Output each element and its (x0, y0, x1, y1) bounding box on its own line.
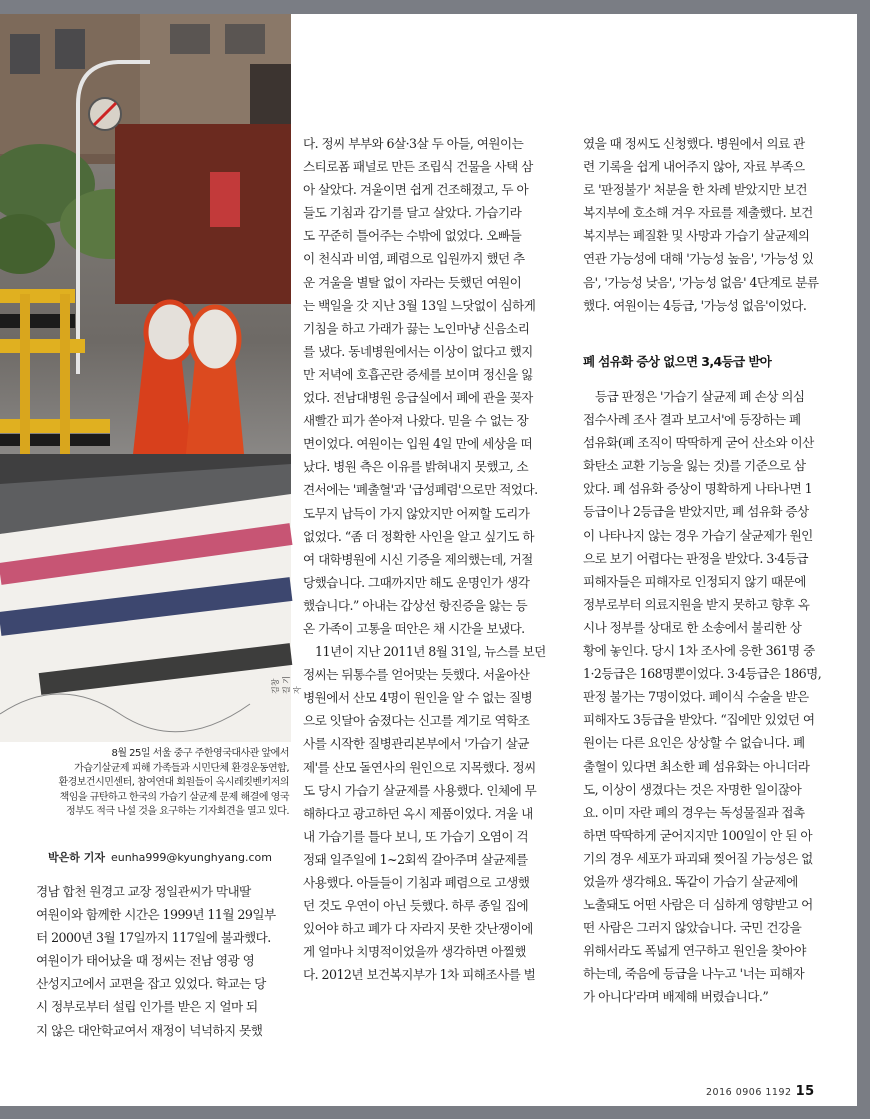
body-text-line: 떤 사람은 그러지 않았습니다. 국민 건강을 (583, 920, 802, 936)
magazine-page (0, 14, 857, 1106)
body-text-line: 스티로폼 패널로 만든 조립식 건물을 사택 삼 (303, 159, 533, 175)
body-text-line: 하면 딱딱하게 굳어지지만 100일이 안 된 아 (583, 827, 812, 843)
body-text-line: 다. 정씨 부부와 6살·3살 두 아들, 여원이는 (303, 136, 524, 151)
body-text-line: 시나 정부를 상대로 한 소송에서 불리한 상 (583, 619, 802, 635)
body-text-line: 를 냈다. 동네병원에서는 이상이 없다고 했지 (303, 343, 533, 359)
body-text-line: 도 당시 가습기 살균제를 사용했다. 인체에 무 (303, 782, 537, 798)
body-text-line: 다. 2012년 보건복지부가 1차 피해조사를 벌 (303, 967, 536, 983)
body-text-line: 들도 기침과 감기를 달고 살았다. 가습기라 (303, 205, 522, 221)
body-text-line: 섬유화(폐 조직이 딱딱하게 굳어 산소와 이산 (583, 435, 814, 451)
photo-credit: 김창길 기자 (271, 676, 302, 694)
body-text-line: 기침을 하고 가래가 끓는 노인마냥 신음소리 (303, 320, 530, 336)
body-text-line: 도, 이상이 생겼다는 것은 자명한 일이잖아 (583, 781, 802, 797)
body-text-line: 사용했다. 아들들이 기침과 폐렴으로 고생했 (303, 875, 530, 890)
body-text-line: 정돼 일주일에 1~2회씩 갈아주며 살균제를 (303, 851, 528, 867)
page-number: 15 (795, 1084, 815, 1099)
body-text-line: 해하다고 광고하던 옥시 제품이었다. 겨울 내 (303, 805, 533, 821)
body-text-line: 기의 경우 세포가 파괴돼 찢어질 가능성은 없 (583, 850, 813, 866)
body-text-line: 피해자들은 피해자로 인정되지 않기 때문에 (583, 573, 806, 589)
body-text-line: 제'를 산모 돌연사의 원인으로 지목했다. 정씨 (303, 759, 536, 775)
photo-illustration (0, 14, 291, 742)
body-text-line: 피해자도 3등급을 받았다. “집에만 있었던 여 (583, 712, 815, 728)
caption-line: 환경보건시민센터, 참여연대 회원들이 옥시레킷벤키저의 (58, 777, 289, 789)
body-text-line: 등급 판정은 '가습기 살균제 폐 손상 의심 (583, 389, 805, 404)
body-text-line: 아 살았다. 겨울이면 쉽게 건조해졌고, 두 아 (303, 182, 529, 198)
body-text-line: 했다. 여원이는 4등급, '가능성 없음'이었다. (583, 297, 807, 313)
body-text-line: 었을까 생각해요. 똑같이 가습기 살균제에 (583, 873, 798, 889)
body-text-line: 는 백일을 갓 지난 3월 13일 느닷없이 심하게 (303, 297, 536, 313)
body-text-line: 운 겨울을 별탈 없이 자라는 듯했던 여원이 (303, 274, 522, 290)
body-text-line: 으로 보기 어렵다는 판정을 받았다. 3·4등급 (583, 550, 808, 566)
body-text-line: 사를 시작한 질병관리본부에서 '가습기 살균 (303, 736, 529, 752)
body-text-line: 도 꾸준히 틀어주는 수밖에 없었다. 오빠들 (303, 228, 522, 244)
body-text-line: 요. 이미 자란 폐의 경우는 독성물질과 접촉 (583, 804, 805, 820)
article-column-2 (303, 132, 558, 986)
news-photo (0, 14, 302, 742)
body-text-line: 출혈이 있다면 최소한 폐 섬유화는 아니더라 (583, 758, 810, 774)
body-text-line: 련 기록을 쉽게 내어주지 않아, 자료 부족으 (583, 159, 805, 175)
section-subheading: 폐 섬유화 증상 없으면 3,4등급 받아 (583, 354, 772, 369)
body-text-line: 경남 합천 원경고 교장 정일관씨가 막내딸 (36, 884, 251, 899)
body-text-line: 산성지고에서 교편을 잡고 있었다. 학교는 당 (36, 976, 266, 992)
shop-sign (210, 172, 240, 227)
body-text-line: 있어야 하고 폐가 다 자라지 못한 갓난쟁이에 (303, 921, 533, 937)
caption-line: 책임을 규탄하고 한국의 가습기 살균제 문제 해결에 영국 (59, 791, 289, 803)
body-text-line: 1·2등급은 168명뿐이었다. 3·4등급은 186명, (583, 666, 822, 682)
body-text-line: 했습니다.” 아내는 갑상선 항진증을 앓는 등 (303, 597, 528, 613)
byline (48, 849, 272, 865)
body-text-line: 내 가습기를 틀다 보니, 또 가습기 오염이 걱 (303, 828, 529, 844)
body-text-line: 당했습니다. 그때까지만 해도 운명인가 생각 (303, 574, 530, 590)
article-column-3-top (583, 132, 819, 317)
body-text-line: 음', '가능성 낮음', '가능성 없음' 4단계로 분류 (583, 274, 819, 290)
body-text-line: 온 가족이 고통을 떠안은 채 시간을 보냈다. (303, 620, 525, 636)
caption-line: 정부도 적극 나설 것을 요구하는 기자회견을 열고 있다. (66, 806, 289, 818)
body-text-line: 접수사례 조사 결과 보고서'에 등장하는 폐 (583, 412, 801, 428)
author-email[interactable]: eunha999@kyunghyang.com (110, 851, 272, 864)
body-text-line: 여원이가 태어났을 때 정씨는 전남 영광 영 (36, 953, 255, 969)
body-text-line: 었다. 전남대병원 응급실에서 폐에 관을 꽂자 (303, 390, 533, 406)
body-text-line: 원이는 다른 요인은 상상할 수 없습니다. 폐 (583, 735, 805, 751)
body-text-line: 위해서라도 폭넓게 연구하고 원인을 찾아야 (583, 943, 806, 959)
body-text-line: 연관 가능성에 대해 '가능성 높음', '가능성 있 (583, 251, 814, 267)
caption-line: 가습기살균제 피해 가족들과 시민단체 환경운동연합, (74, 762, 289, 774)
body-text-line: 게 얼마나 치명적이었을까 생각하면 아찔했 (303, 944, 526, 960)
body-text-line: 11년이 지난 2011년 8월 31일, 뉴스를 보던 (303, 644, 546, 660)
body-text-line: 견서에는 '폐출혈'과 '급성폐렴'으로만 적었다. (303, 482, 538, 498)
body-text-line: 없었다. “좀 더 정확한 사인을 알고 싶기도 하 (303, 528, 534, 544)
page-folio (706, 1084, 815, 1099)
author-name: 박은하 기자 (48, 851, 105, 864)
body-text-line: 노출돼도 어떤 사람은 더 심하게 영향받고 어 (583, 897, 813, 913)
article-column-1 (36, 880, 290, 1042)
body-text-line: 여 대학병원에 시신 기증을 제의했는데, 거절 (303, 551, 533, 567)
photo-caption (8, 747, 289, 820)
body-text-line: 았다. 폐 섬유화 증상이 명확하게 나타나면 1 (583, 481, 813, 497)
body-text-line: 면이었다. 여원이는 입원 4일 만에 세상을 떠 (303, 436, 533, 452)
body-text-line: 로 '판정불가' 처분을 한 차례 받았지만 보건 (583, 182, 808, 198)
body-text-line: 하는데, 죽음에 등급을 나누고 '너는 피해자 (583, 966, 805, 982)
caption-line: 8월 25일 서울 중구 주한영국대사관 앞에서 (111, 748, 289, 759)
body-text-line: 시 정부로부터 설립 인가를 받은 지 얼마 되 (36, 999, 258, 1015)
body-text-line: 지 않은 대안학교여서 재정이 넉넉하지 못했 (36, 1022, 263, 1038)
body-text-line: 터 2000년 3월 17일까지 117일에 불과했다. (36, 930, 271, 946)
body-text-line: 복지부는 폐질환 및 사망과 가습기 살균제의 (583, 228, 810, 244)
body-text-line: 황에 놓인다. 당시 1차 조사에 응한 361명 중 (583, 643, 815, 659)
body-text-line: 도무지 납득이 가지 않았지만 어찌할 도리가 (303, 505, 530, 521)
body-text-line: 화탄소 교환 기능을 잃는 것)를 기준으로 삼 (583, 458, 806, 474)
body-text-line: 이 나타나지 않는 경우 가습기 살균제가 원인 (583, 527, 813, 543)
body-text-line: 였을 때 정씨도 신청했다. 병원에서 의료 관 (583, 136, 805, 151)
body-text-line: 으로 잇달아 숨졌다는 신고를 계기로 역학조 (303, 713, 530, 729)
body-text-line: 만 저녁에 호흡곤란 증세를 보이며 정신을 잃 (303, 366, 533, 382)
body-text-line: 났다. 병원 측은 이유를 밝혀내지 못했고, 소 (303, 459, 529, 475)
body-text-line: 던 것도 우연이 아닌 듯했다. 하루 종일 집에 (303, 898, 529, 914)
issue-number: 2016 0906 1192 (706, 1087, 792, 1098)
article-column-3-bottom (583, 385, 822, 1009)
body-text-line: 여원이와 함께한 시간은 1999년 11월 29일부 (36, 907, 276, 923)
body-text-line: 이 천식과 비염, 폐렴으로 입원까지 했던 추 (303, 251, 525, 267)
body-text-line: 병원에서 산모 4명이 원인을 알 수 없는 질병 (303, 690, 533, 706)
body-text-line: 판정 불가는 7명이었다. 폐이식 수술을 받은 (583, 689, 809, 705)
body-text-line: 가 아니다'라며 배제해 버렸습니다.” (583, 989, 769, 1005)
body-text-line: 등급이나 2등급을 받았지만, 폐 섬유화 증상 (583, 504, 809, 520)
body-text-line: 정부로부터 의료지원을 받지 못하고 향후 옥 (583, 596, 810, 612)
body-text-line: 정씨는 뒤통수를 얻어맞는 듯했다. 서울아산 (303, 667, 530, 683)
body-text-line: 복지부에 호소해 겨우 자료를 제출했다. 보건 (583, 205, 813, 221)
body-text-line: 새빨간 피가 쏟아져 나왔다. 믿을 수 없는 장 (303, 413, 529, 429)
